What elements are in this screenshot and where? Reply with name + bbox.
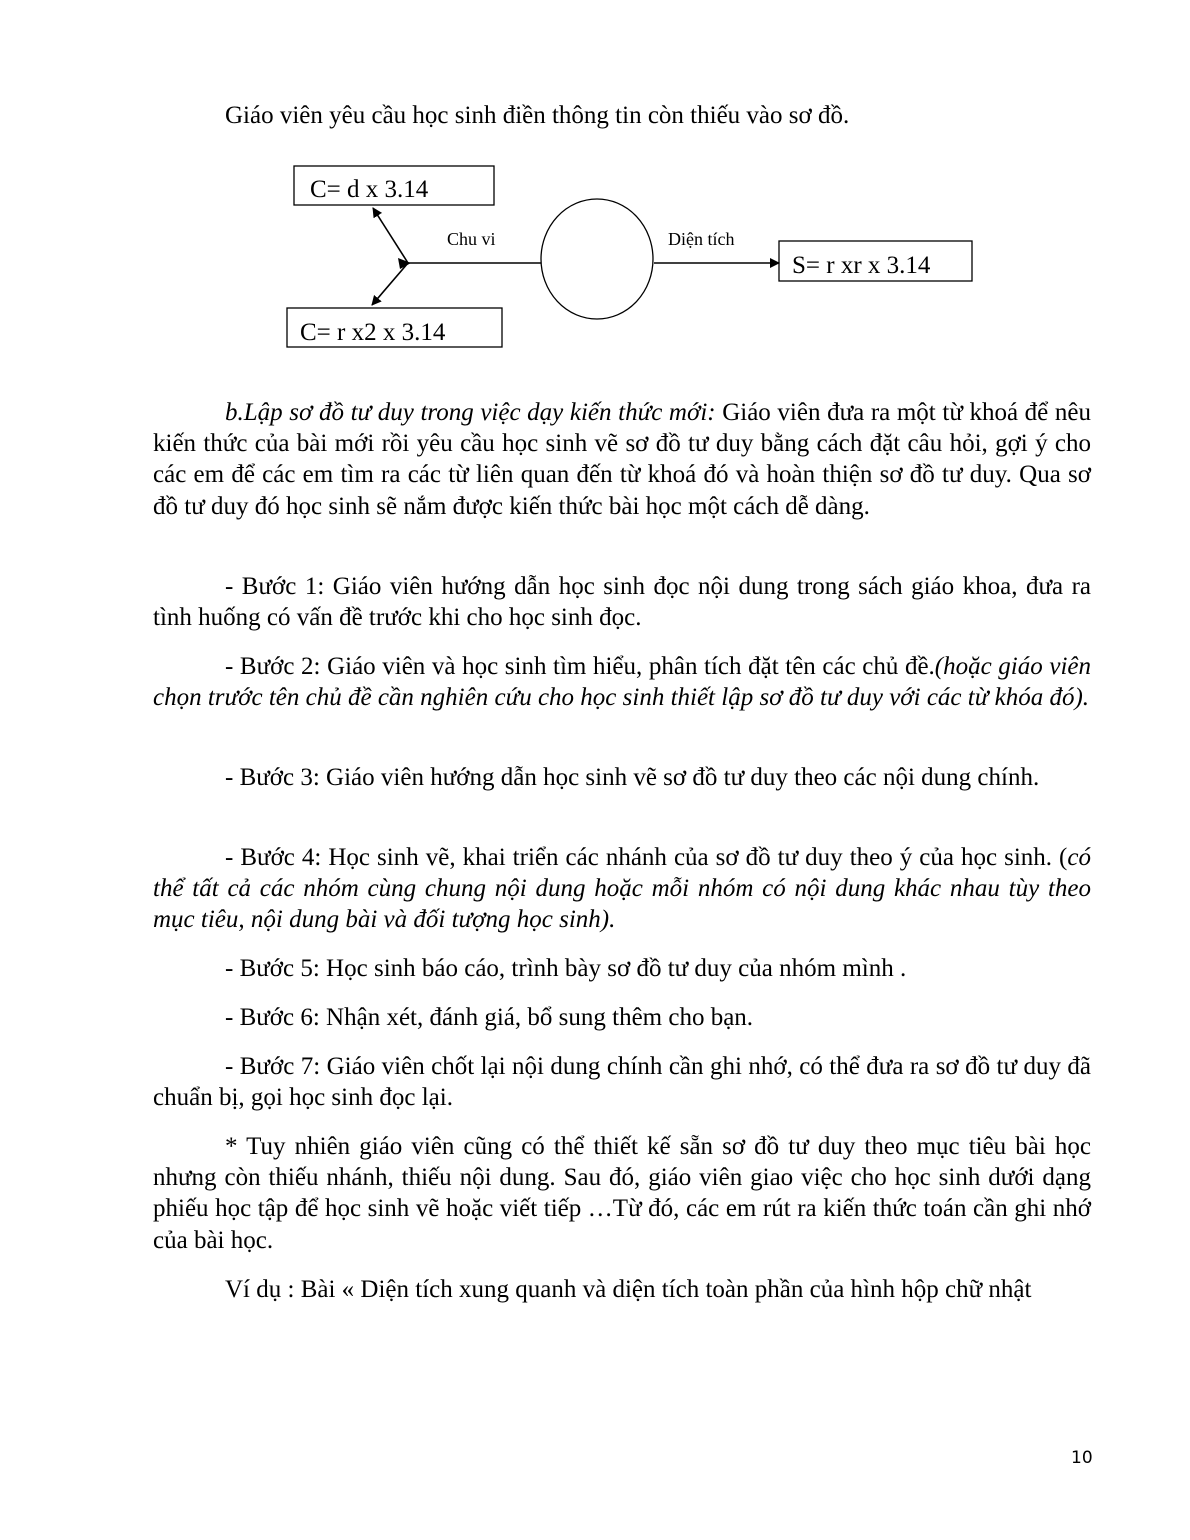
step-1 <box>153 571 1091 633</box>
step-3-text: - Bước 3: Giáo viên hướng dẫn học sinh vẽ sơ đồ tư duy theo các nội dung chính. <box>225 764 1040 791</box>
arrow-to-diameter-box <box>373 208 408 263</box>
step-1-text: - Bước 1: Giáo viên hướng dẫn học sinh đọc nội dung trong sách giáo khoa, đưa ra tình huống có vấn đề trước khi cho học sinh đọc. <box>153 573 1091 632</box>
page-number: 10 <box>1071 1448 1093 1468</box>
section-b-body: Giáo viên đưa ra một từ khoá để nêu kiến thức của bài mới rồi yêu cầu học sinh vẽ sơ đồ tư duy bằng cách đặt câu hỏi, gợi ý cho các em để các em tìm ra các từ liên quan đến từ khoá đó và hoàn thiện sơ đồ tư duy. Qua sơ đồ tư duy đó học sinh sẽ nắm được kiến thức bài học một cách dễ dàng. <box>153 399 1091 520</box>
arrow-to-radius-box <box>372 263 408 305</box>
step-2 <box>153 651 1091 713</box>
step-5 <box>153 953 1091 984</box>
step-5-text: - Bước 5: Học sinh báo cáo, trình bày sơ đồ tư duy của nhóm mình . <box>225 955 907 982</box>
example-text: Ví dụ : Bài « Diện tích xung quanh và diện tích toàn phần của hình hộp chữ nhật <box>225 1276 1032 1303</box>
note-paragraph <box>153 1131 1091 1256</box>
circle-formula-diagram <box>0 0 1190 380</box>
label-area: Diện tích <box>668 229 735 249</box>
step-4-note: có thể tất cả các nhóm cùng chung nội dung hoặc mỗi nhóm có nội dung khác nhau tùy theo mục tiêu, nội dung bài và đối tượng học sinh). <box>153 844 1091 934</box>
step-7-text: - Bước 7: Giáo viên chốt lại nội dung chính cần ghi nhớ, có thể đưa ra sơ đồ tư duy đã chuẩn bị, gọi học sinh đọc lại. <box>153 1053 1091 1112</box>
step-6-text: - Bước 6: Nhận xét, đánh giá, bổ sung thêm cho bạn. <box>225 1004 754 1031</box>
formula-box-diameter-label: C= d x 3.14 <box>310 176 429 203</box>
step-4-text: - Bước 4: Học sinh vẽ, khai triển các nhánh của sơ đồ tư duy theo ý của học sinh. ( <box>225 844 1068 871</box>
step-2-note: (hoặc giáo viên chọn trước tên chủ đề cần nghiên cứu cho học sinh thiết lập sơ đồ tư duy với các từ khóa đó). <box>153 653 1091 712</box>
step-6 <box>153 1002 1091 1033</box>
step-7 <box>153 1051 1091 1113</box>
label-perimeter: Chu vi <box>447 229 496 249</box>
example-paragraph <box>153 1274 1091 1305</box>
section-b-heading: b.Lập sơ đồ tư duy trong việc dạy kiến thức mới: <box>225 399 716 426</box>
circle-shape <box>541 199 653 319</box>
step-2-text: - Bước 2: Giáo viên và học sinh tìm hiểu, phân tích đặt tên các chủ đề. <box>225 653 935 680</box>
formula-box-radius-label: C= r x2 x 3.14 <box>300 319 446 346</box>
step-3 <box>153 762 1091 793</box>
section-b-paragraph <box>153 397 1091 522</box>
intro-text: Giáo viên yêu cầu học sinh điền thông tin còn thiếu vào sơ đồ. <box>225 102 850 129</box>
step-4 <box>153 842 1091 936</box>
formula-box-area-label: S= r xr x 3.14 <box>792 252 931 279</box>
note-text: * Tuy nhiên giáo viên cũng có thể thiết kế sẵn sơ đồ tư duy theo mục tiêu bài học nhưng còn thiếu nhánh, thiếu nội dung. Sau đó, giáo viên giao việc cho học sinh dưới dạng phiếu học tập để học sinh vẽ hoặc viết tiếp …Từ đó, các em rút ra kiến thức toán cần ghi nhớ của bài học. <box>153 1133 1091 1254</box>
